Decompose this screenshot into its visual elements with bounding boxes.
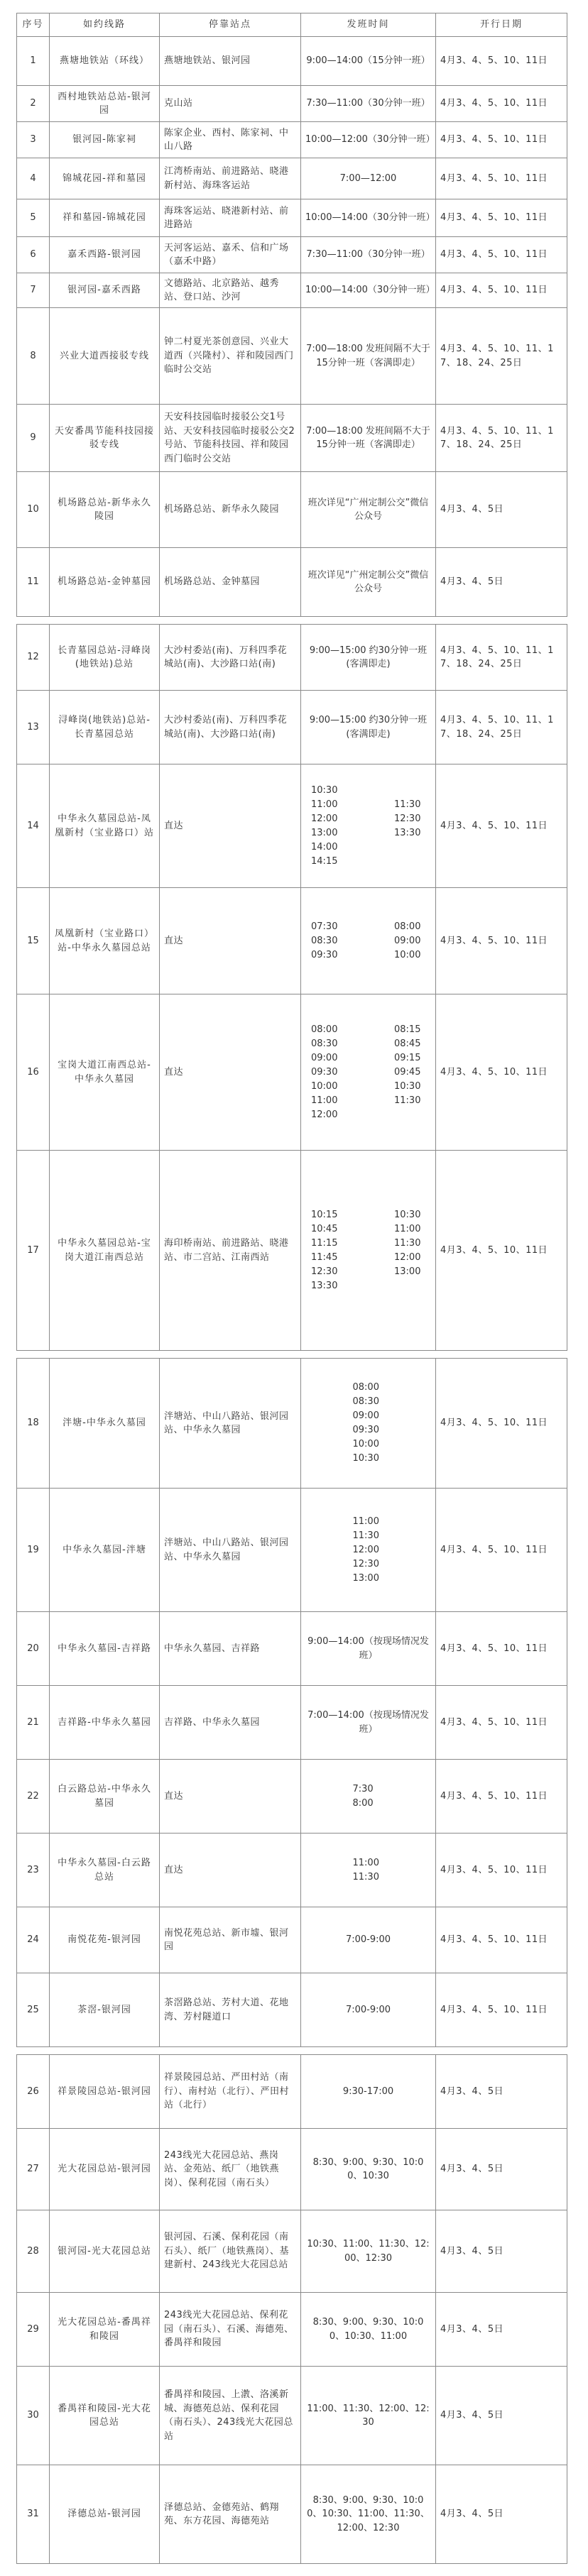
departure-time-value: 11:00	[352, 1516, 379, 1527]
service-dates: 4月3、4、5日	[436, 2465, 567, 2564]
departure-time	[301, 994, 436, 1151]
table-row	[17, 625, 567, 691]
table-row	[17, 2293, 567, 2367]
service-dates: 4月3、4、5、10、11日	[436, 37, 567, 86]
departure-time-value: 09:00	[311, 1052, 338, 1063]
route-name: 中华永久墓园-白云路总站	[50, 1834, 160, 1907]
time-line	[305, 1395, 431, 1409]
departure-time: 7:00—12:00	[301, 158, 436, 199]
departure-time-value: 12:00	[311, 813, 338, 824]
time-line	[305, 1051, 431, 1065]
departure-time-value: 8:00	[352, 1797, 374, 1809]
route-name: 茶滘-银河园	[50, 1973, 160, 2047]
departure-time-value: 10:30	[311, 784, 338, 796]
departure-time: 班次详见“广州定制公交”微信公众号	[301, 548, 436, 617]
row-number: 22	[17, 1760, 50, 1834]
departure-time-value: 08:00	[311, 1024, 338, 1035]
time-line	[305, 1423, 431, 1437]
schedule-table-section-2	[16, 624, 567, 1351]
route-name: 银河园-陈家祠	[50, 122, 160, 158]
time-line	[305, 1797, 431, 1811]
service-dates: 4月3、4、5日	[436, 2210, 567, 2293]
departure-time: 8:30、9:00、9:30、10:00、10:30	[301, 2129, 436, 2210]
service-dates: 4月3、4、5、10、11、17、18、24、25日	[436, 691, 567, 764]
header-time: 发班时间	[301, 13, 436, 37]
header-stops: 停靠站点	[160, 13, 301, 37]
bus-schedule-document	[16, 13, 567, 2564]
time-line	[305, 1251, 431, 1265]
table-row	[17, 548, 567, 617]
stop-list: 文德路站、北京路站、越秀站、登口站、沙河	[160, 273, 301, 308]
table-row	[17, 2129, 567, 2210]
row-number: 4	[17, 158, 50, 199]
row-number: 27	[17, 2129, 50, 2210]
departure-time-value: 10:15	[311, 1209, 338, 1220]
row-number: 12	[17, 625, 50, 691]
row-number: 14	[17, 764, 50, 888]
departure-time-value: 11:30	[352, 1871, 379, 1882]
departure-time: 7:00—14:00（按现场情况发班）	[301, 1686, 436, 1760]
departure-times	[305, 1515, 431, 1586]
header-number: 序号	[17, 13, 50, 37]
time-line	[305, 812, 431, 826]
route-name: 兴业大道西接驳专线	[50, 308, 160, 405]
time-line	[305, 826, 431, 840]
departure-time-value: 12:00	[311, 1109, 338, 1120]
time-line	[305, 1515, 431, 1529]
departure-time-value: 12:30	[394, 813, 421, 824]
table-row	[17, 1489, 567, 1612]
departure-time-value: 11:45	[311, 1251, 338, 1263]
route-name: 祥和墓园-锦城花园	[50, 199, 160, 237]
time-line	[305, 1037, 431, 1051]
departure-time	[301, 1834, 436, 1907]
stop-list: 机场路总站、金钟墓园	[160, 548, 301, 617]
departure-time: 7:00-9:00	[301, 1907, 436, 1973]
service-dates: 4月3、4、5、10、11、17、18、24、25日	[436, 405, 567, 472]
time-line	[305, 1065, 431, 1080]
departure-time: 9:00—15:00 约30分钟一班(客满即走)	[301, 625, 436, 691]
row-number: 23	[17, 1834, 50, 1907]
time-line	[305, 1856, 431, 1870]
route-name: 中华永久墓园总站-凤凰新村（宝业路口）站	[50, 764, 160, 888]
table-row	[17, 764, 567, 888]
stop-list: 泮塘站、中山八路站、银河园站、中华永久墓园	[160, 1359, 301, 1489]
departure-time-value: 10:30	[394, 1080, 421, 1092]
departure-time-value: 14:15	[311, 855, 338, 867]
route-name: 泽德总站-银河园	[50, 2465, 160, 2564]
departure-time-value: 09:30	[311, 949, 338, 960]
departure-time: 9:00—14:00（按现场情况发班）	[301, 1612, 436, 1686]
route-name: 银河园-光大花园总站	[50, 2210, 160, 2293]
time-line	[305, 1094, 431, 1108]
departure-time: 11:00、11:30、12:00、12:30	[301, 2367, 436, 2465]
row-number: 21	[17, 1686, 50, 1760]
stop-list: 江湾桥南站、前进路站、晓港新村站、海珠客运站	[160, 158, 301, 199]
service-dates: 4月3、4、5、10、11日	[436, 273, 567, 308]
departure-time-value: 09:30	[352, 1425, 379, 1435]
departure-time: 7:30—11:00（30分钟一班）	[301, 86, 436, 122]
departure-time: 班次详见“广州定制公交”微信公众号	[301, 472, 436, 548]
stop-list: 直达	[160, 994, 301, 1151]
time-line	[305, 855, 431, 869]
time-line	[305, 1208, 431, 1222]
departure-time-value: 13:00	[352, 1572, 379, 1584]
table-row	[17, 237, 567, 273]
table-row	[17, 1359, 567, 1489]
departure-time	[301, 1151, 436, 1351]
departure-time: 9:00—14:00（15分钟一班）	[301, 37, 436, 86]
time-line	[305, 1529, 431, 1543]
service-dates: 4月3、4、5、10、11日	[436, 158, 567, 199]
route-name: 长青墓园总站-浔峰岗(地铁站)总站	[50, 625, 160, 691]
service-dates: 4月3、4、5日	[436, 2129, 567, 2210]
time-line	[305, 1572, 431, 1586]
service-dates: 4月3、4、5、10、11日	[436, 199, 567, 237]
service-dates: 4月3、4、5、10、11日	[436, 1612, 567, 1686]
time-line	[305, 1080, 431, 1094]
stop-list: 祥景陵园总站、严田村站（南行）、南村站（北行）、严田村站（北行）	[160, 2055, 301, 2129]
departure-time-value: 13:30	[311, 1280, 338, 1291]
stop-list: 吉祥路、中华永久墓园	[160, 1686, 301, 1760]
time-line	[305, 1557, 431, 1572]
row-number: 13	[17, 691, 50, 764]
table-row	[17, 2210, 567, 2293]
route-name: 燕塘地铁站（环线）	[50, 37, 160, 86]
departure-time-value: 09:00	[352, 1410, 379, 1421]
time-line	[305, 1023, 431, 1037]
departure-time	[301, 1359, 436, 1489]
departure-times	[305, 1023, 431, 1122]
route-name: 光大花园总站-银河园	[50, 2129, 160, 2210]
row-number: 15	[17, 888, 50, 994]
departure-time-value: 10:30	[394, 1209, 421, 1220]
departure-time-value: 08:30	[311, 1038, 338, 1049]
route-name: 中华永久墓园-吉祥路	[50, 1612, 160, 1686]
departure-time-value: 11:30	[394, 799, 421, 810]
row-number: 6	[17, 237, 50, 273]
route-name: 中华永久墓园-泮塘	[50, 1489, 160, 1612]
time-line	[305, 1222, 431, 1237]
departure-time-value: 11:00	[394, 1223, 421, 1234]
route-name: 锦城花园-祥和墓园	[50, 158, 160, 199]
row-number: 20	[17, 1612, 50, 1686]
departure-time	[301, 1760, 436, 1834]
service-dates: 4月3、4、5、10、11日	[436, 1834, 567, 1907]
table-row	[17, 1973, 567, 2047]
departure-time-value: 10:00	[394, 949, 421, 960]
table-row	[17, 1760, 567, 1834]
table-row	[17, 158, 567, 199]
departure-time	[301, 1489, 436, 1612]
row-number: 11	[17, 548, 50, 617]
departure-time: 8:30、9:00、9:30、10:00、10:30、11:00、11:30、12:00、12:30	[301, 2465, 436, 2564]
departure-time: 10:00—12:00（30分钟一班）	[301, 122, 436, 158]
service-dates: 4月3、4、5、10、11日	[436, 1686, 567, 1760]
departure-time-value: 13:00	[311, 827, 338, 838]
stop-list: 陈家企业、西村、陈家祠、中山八路	[160, 122, 301, 158]
departure-time-value: 11:00	[352, 1857, 379, 1868]
schedule-table-section-1	[16, 13, 567, 617]
departure-times	[305, 1856, 431, 1885]
departure-time-value: 7:30	[352, 1783, 374, 1794]
stop-list: 直达	[160, 888, 301, 994]
departure-time	[301, 764, 436, 888]
table-row	[17, 1612, 567, 1686]
route-name: 西村地铁站总站-银河园	[50, 86, 160, 122]
stop-list: 泽德总站、金德苑站、鹤翔苑、东方花园、海德苑站	[160, 2465, 301, 2564]
row-number: 26	[17, 2055, 50, 2129]
route-name: 光大花园总站-番禺祥和陵园	[50, 2293, 160, 2367]
departure-time: 7:30—11:00（30分钟一班）	[301, 237, 436, 273]
departure-time-value: 11:00	[311, 1095, 338, 1106]
time-line	[305, 1437, 431, 1452]
time-line	[305, 1409, 431, 1423]
stop-list: 燕塘地铁站、银河园	[160, 37, 301, 86]
row-number: 24	[17, 1907, 50, 1973]
time-line	[305, 1279, 431, 1293]
departure-time-value: 12:30	[352, 1558, 379, 1569]
row-number: 29	[17, 2293, 50, 2367]
time-line	[305, 934, 431, 948]
time-line	[305, 948, 431, 963]
service-dates: 4月3、4、5、10、11日	[436, 764, 567, 888]
route-name: 祥景陵园总站-银河园	[50, 2055, 160, 2129]
row-number: 9	[17, 405, 50, 472]
departure-time: 7:00-9:00	[301, 1973, 436, 2047]
stop-list: 钟二村夏光茶创意园、兴业大道西（兴隆村）、祥和陵园西门临时公交站	[160, 308, 301, 405]
departure-time-value: 08:00	[352, 1382, 379, 1393]
row-number: 1	[17, 37, 50, 86]
time-line	[305, 1782, 431, 1797]
stop-list: 直达	[160, 1760, 301, 1834]
time-line	[305, 1543, 431, 1557]
service-dates: 4月3、4、5、10、11日	[436, 1151, 567, 1351]
route-name: 凤凰新村（宝业路口）站-中华永久墓园总站	[50, 888, 160, 994]
stop-list: 大沙村委站(南)、万科四季花城站(南)、大沙路口站(南)	[160, 625, 301, 691]
schedule-table-section-3	[16, 1358, 567, 2047]
table-row	[17, 1834, 567, 1907]
stop-list: 银河园、石溪、保利花园（南石头）、纸厂（地铁燕岗）、基建新村、243线光大花园总站	[160, 2210, 301, 2293]
departure-time	[301, 888, 436, 994]
departure-time-value: 08:15	[394, 1024, 421, 1035]
departure-time: 10:00—14:00（30分钟一班）	[301, 273, 436, 308]
time-line	[305, 798, 431, 812]
departure-time-value: 12:00	[394, 1251, 421, 1263]
departure-time-value: 09:45	[394, 1066, 421, 1078]
departure-time-value: 11:00	[311, 799, 338, 810]
route-name: 浔峰岗(地铁站)总站-长青墓园总站	[50, 691, 160, 764]
service-dates: 4月3、4、5、10、11日	[436, 1907, 567, 1973]
departure-time-value: 10:00	[311, 1080, 338, 1092]
table-row	[17, 994, 567, 1151]
departure-time-value: 11:30	[394, 1095, 421, 1106]
row-number: 5	[17, 199, 50, 237]
stop-list: 番禺祥和陵园、上漖、洛溪新城、海德苑总站、保利花园（南石头）、243线光大花园总站	[160, 2367, 301, 2465]
header-route: 如约线路	[50, 13, 160, 37]
table-row	[17, 405, 567, 472]
table-row	[17, 37, 567, 86]
departure-time-value: 09:00	[394, 935, 421, 946]
service-dates: 4月3、4、5、10、11、17、18、24、25日	[436, 625, 567, 691]
departure-time: 10:30、11:00、11:30、12:00、12:30	[301, 2210, 436, 2293]
table-row	[17, 472, 567, 548]
service-dates: 4月3、4、5、10、11日	[436, 1973, 567, 2047]
stop-list: 克山站	[160, 86, 301, 122]
service-dates: 4月3、4、5、10、11日	[436, 994, 567, 1151]
table-row	[17, 1907, 567, 1973]
table-row	[17, 2367, 567, 2465]
departure-time: 9:00—15:00 约30分钟一班(客满即走)	[301, 691, 436, 764]
service-dates: 4月3、4、5日	[436, 2367, 567, 2465]
row-number: 30	[17, 2367, 50, 2465]
stop-list: 泮塘站、中山八路站、银河园站、中华永久墓园	[160, 1489, 301, 1612]
time-line	[305, 1108, 431, 1122]
stop-list: 海印桥南站、前进路站、晓港站、市二宫站、江南西站	[160, 1151, 301, 1351]
departure-time-value: 10:30	[352, 1453, 379, 1464]
route-name: 天安番禺节能科技园接驳专线	[50, 405, 160, 472]
stop-list: 直达	[160, 1834, 301, 1907]
route-name: 机场路总站-新华永久陵园	[50, 472, 160, 548]
departure-time-value: 11:15	[311, 1237, 338, 1249]
route-name: 机场路总站-金钟墓园	[50, 548, 160, 617]
table-row	[17, 888, 567, 994]
service-dates: 4月3、4、5日	[436, 2055, 567, 2129]
stop-list: 天河客运站、嘉禾、信和广场（嘉禾中路）	[160, 237, 301, 273]
route-name: 南悦花苑-银河园	[50, 1907, 160, 1973]
row-number: 17	[17, 1151, 50, 1351]
departure-time: 8:30、9:00、9:30、10:00、10:30、11:00	[301, 2293, 436, 2367]
table-row	[17, 2055, 567, 2129]
table-row	[17, 1151, 567, 1351]
service-dates: 4月3、4、5、10、11日	[436, 1489, 567, 1612]
time-line	[305, 840, 431, 855]
time-line	[305, 1381, 431, 1395]
departure-time: 7:00—18:00 发班间隔不大于15分钟一班（客满即走）	[301, 405, 436, 472]
departure-time-value: 10:45	[311, 1223, 338, 1234]
route-name: 白云路总站-中华永久墓园	[50, 1760, 160, 1834]
time-line	[305, 1870, 431, 1885]
stop-list: 直达	[160, 764, 301, 888]
time-line	[305, 784, 431, 798]
departure-time-value: 08:00	[394, 921, 421, 932]
row-number: 2	[17, 86, 50, 122]
service-dates: 4月3、4、5、10、11日	[436, 86, 567, 122]
stop-list: 大沙村委站(南)、万科四季花城站(南)、大沙路口站(南)	[160, 691, 301, 764]
table-row	[17, 308, 567, 405]
row-number: 10	[17, 472, 50, 548]
route-name: 嘉禾西路-银河园	[50, 237, 160, 273]
departure-time-value: 11:30	[352, 1530, 379, 1541]
service-dates: 4月3、4、5、10、11日	[436, 888, 567, 994]
service-dates: 4月3、4、5日	[436, 548, 567, 617]
stop-list: 243线光大花园总站、保利花园（南石头）、石溪、海德苑、番禺祥和陵园	[160, 2293, 301, 2367]
departure-time: 10:00—14:00（30分钟一班）	[301, 199, 436, 237]
row-number: 3	[17, 122, 50, 158]
departure-time-value: 08:30	[352, 1396, 379, 1407]
service-dates: 4月3、4、5日	[436, 472, 567, 548]
service-dates: 4月3、4、5、10、11日	[436, 237, 567, 273]
departure-time-value: 08:45	[394, 1038, 421, 1049]
departure-times	[305, 1381, 431, 1466]
departure-time-value: 08:30	[311, 935, 338, 946]
stop-list: 南悦花苑总站、新市墟、银河园	[160, 1907, 301, 1973]
row-number: 31	[17, 2465, 50, 2564]
route-name: 吉祥路-中华永久墓园	[50, 1686, 160, 1760]
table-row	[17, 2465, 567, 2564]
service-dates: 4月3、4、5、10、11日	[436, 1760, 567, 1834]
departure-time: 9:30-17:00	[301, 2055, 436, 2129]
departure-time-value: 09:30	[311, 1066, 338, 1078]
stop-list: 天安科技园临时接驳公交1号站、天安科技园临时接驳公交2号站、节能科技园、祥和陵园西门临时公交站	[160, 405, 301, 472]
service-dates: 4月3、4、5、10、11日	[436, 122, 567, 158]
schedule-table-section-4	[16, 2054, 567, 2564]
table-row	[17, 86, 567, 122]
stop-list: 机场路总站、新华永久陵园	[160, 472, 301, 548]
departure-time-value: 09:15	[394, 1052, 421, 1063]
row-number: 25	[17, 1973, 50, 2047]
table-header-row	[17, 13, 567, 37]
departure-time-value: 07:30	[311, 921, 338, 932]
row-number: 28	[17, 2210, 50, 2293]
row-number: 7	[17, 273, 50, 308]
route-name: 银河园-嘉禾西路	[50, 273, 160, 308]
row-number: 16	[17, 994, 50, 1151]
stop-list: 茶滘路总站、芳村大道、花地湾、芳村隧道口	[160, 1973, 301, 2047]
row-number: 18	[17, 1359, 50, 1489]
table-row	[17, 273, 567, 308]
departure-time-value: 14:00	[311, 841, 338, 853]
service-dates: 4月3、4、5、10、11日	[436, 1359, 567, 1489]
stop-list: 243线光大花园总站、燕岗站、金苑站、纸厂（地铁燕岗）、保利花园（南石头）	[160, 2129, 301, 2210]
stop-list: 海珠客运站、晓港新村站、前进路站	[160, 199, 301, 237]
table-row	[17, 691, 567, 764]
row-number: 19	[17, 1489, 50, 1612]
service-dates: 4月3、4、5日	[436, 2293, 567, 2367]
table-row	[17, 122, 567, 158]
departure-times	[305, 784, 431, 869]
header-dates: 开行日期	[436, 13, 567, 37]
time-line	[305, 1237, 431, 1251]
departure-time-value: 12:00	[352, 1544, 379, 1555]
table-row	[17, 1686, 567, 1760]
time-line	[305, 1265, 431, 1279]
time-line	[305, 920, 431, 934]
route-name: 宝岗大道江南西总站-中华永久墓园	[50, 994, 160, 1151]
departure-times	[305, 920, 431, 963]
table-row	[17, 199, 567, 237]
row-number: 8	[17, 308, 50, 405]
departure-times	[305, 1208, 431, 1293]
route-name: 中华永久墓园总站-宝岗大道江南西总站	[50, 1151, 160, 1351]
departure-time-value: 10:00	[352, 1439, 379, 1449]
time-line	[305, 1452, 431, 1466]
departure-time: 7:00—18:00 发班间隔不大于15分钟一班（客满即走）	[301, 308, 436, 405]
departure-time-value: 13:30	[394, 827, 421, 838]
departure-times	[305, 1782, 431, 1811]
route-name: 泮塘-中华永久墓园	[50, 1359, 160, 1489]
service-dates: 4月3、4、5、10、11、17、18、24、25日	[436, 308, 567, 405]
route-name: 番禺祥和陵园-光大花园总站	[50, 2367, 160, 2465]
departure-time-value: 13:00	[394, 1266, 421, 1277]
stop-list: 中华永久墓园、吉祥路	[160, 1612, 301, 1686]
departure-time-value: 12:30	[311, 1266, 338, 1277]
departure-time-value: 11:30	[394, 1237, 421, 1249]
